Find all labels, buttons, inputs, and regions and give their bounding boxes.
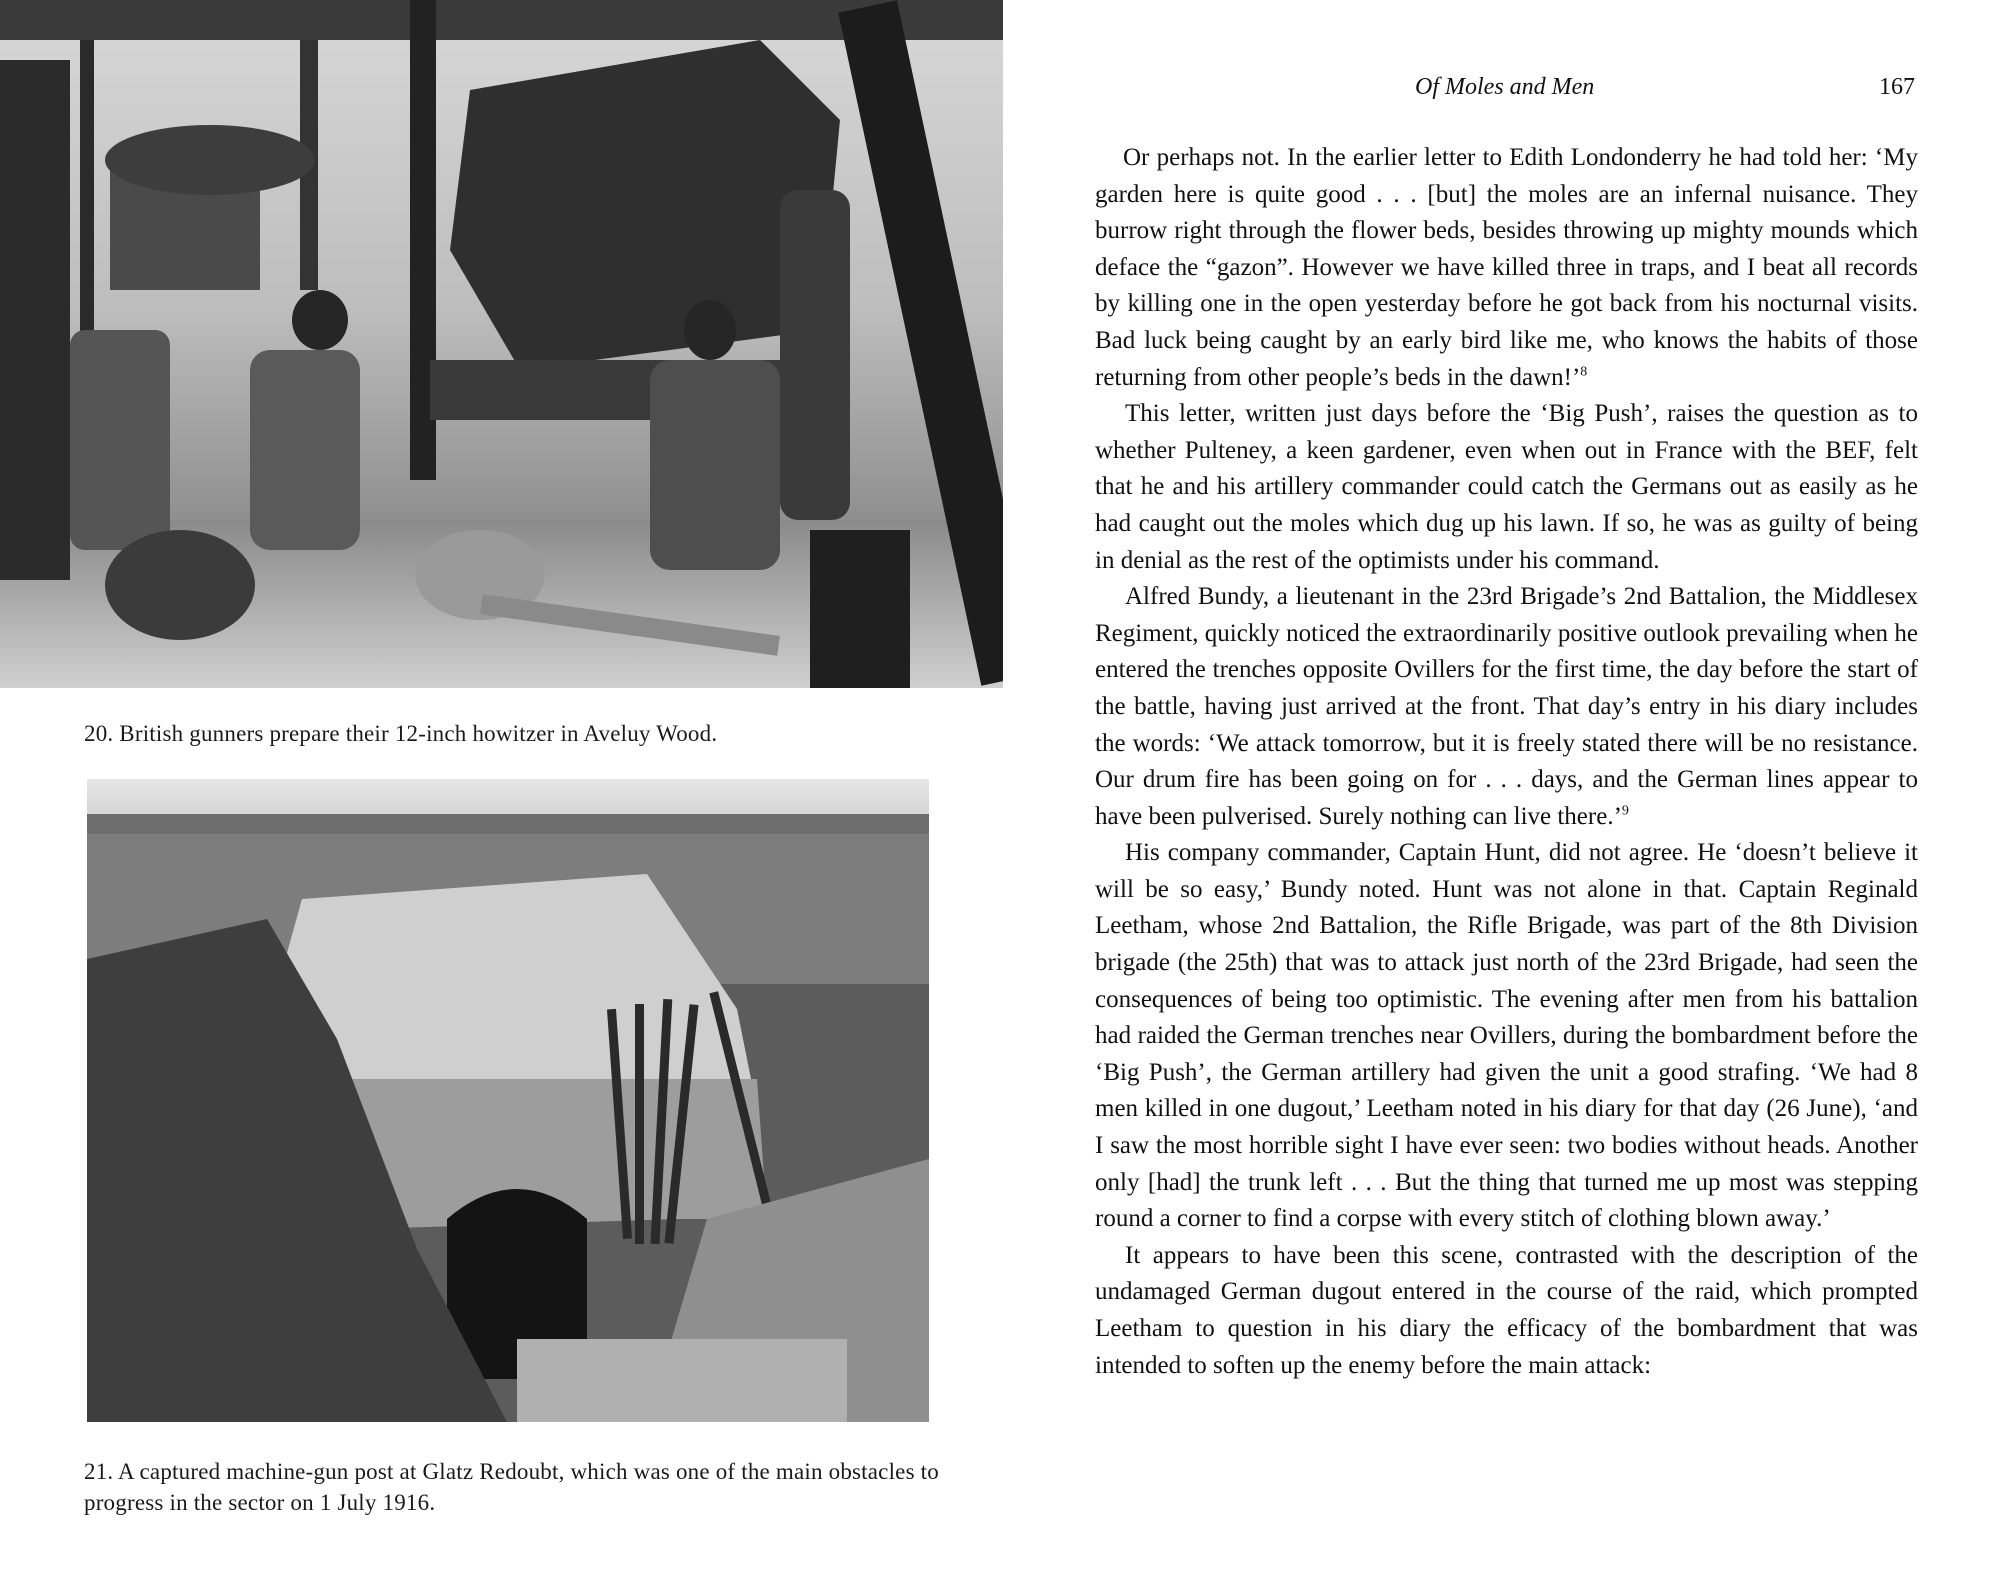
paragraph-text: This letter, written just days before the ‘Big Push’, raises the question as to whether Pulteney, a keen gardener, even when out in France with the BEF, felt that he and his artillery commander could catch the Germans out as easily as he had caught out the moles which dug up his lawn. If so, he was as guilty of being in denial as the rest of the optimists under his command. <box>1095 400 1918 574</box>
paragraph-text: Or perhaps not. In the earlier letter to Edith Londonderry he had told her: ‘My garden here is quite good . . . [but] the moles are an infernal nuisance. They burrow right through the flower beds, besides throwing up mighty mounds which deface the “gazon”. However we have killed three in traps, and I beat all records by killing one in the open yesterday before he got back from his nocturnal visits. Bad luck being caught by an early bird like me, who knows the habits of those returning from other people’s beds in the dawn!’ <box>1095 144 1918 391</box>
bunker-photo-graphic <box>87 779 929 1422</box>
paragraph <box>1095 835 1918 1238</box>
paragraph-text: His company commander, Captain Hunt, did not agree. He ‘doesn’t believe it will be so easy,’ Bundy noted. Hunt was not alone in that. Captain Reginald Leetham, whose 2nd Battalion, the Rifle Brigade, was part of the 8th Division brigade (the 25th) that was to attack just north of the 23rd Brigade, had seen the consequences of being too optimistic. The evening after men from his battalion had raided the German trenches near Ovillers, during the bombardment before the ‘Big Push’, the German artillery had given the unit a good strafing. ‘We had 8 men killed in one dugout,’ Leetham noted in his diary for that day (26 June), ‘and I saw the most horrible sight I have ever seen: two bodies without heads. Another only [had] the trunk left . . . But the thing that turned me up most was stepping round a corner to find a corpse with every stitch of clothing blown away.’ <box>1095 839 1918 1233</box>
photo-howitzer-gunners <box>0 0 1003 688</box>
footnote-marker: 9 <box>1621 803 1629 819</box>
running-title: Of Moles and Men <box>1415 74 1595 100</box>
running-head <box>1095 74 1915 108</box>
howitzer-photo-graphic <box>0 0 1003 688</box>
page-number: 167 <box>1879 74 1915 100</box>
figure-21-caption: 21. A captured machine-gun post at Glatz Redoubt, which was one of the main obstacles to progress in the sector on 1 July 1916. <box>84 1459 939 1515</box>
paragraph-text: It appears to have been this scene, contrasted with the description of the undamaged German dugout entered in the course of the raid, which prompted Leetham to question in his diary the efficacy of the bombardment that was intended to soften up the enemy before the main attack: <box>1095 1241 1918 1379</box>
paragraph <box>1095 396 1918 579</box>
paragraph-text: Alfred Bundy, a lieutenant in the 23rd Brigade’s 2nd Battalion, the Middlesex Regiment, quickly noticed the extraordinarily positive outlook prevailing when he entered the trenches opposite Ovillers for the first time, the day before the start of the battle, having just arrived at the front. That day’s entry in his diary includes the words: ‘We attack tomorrow, but it is freely stated there will be no resistance. Our drum fire has been going on for . . . days, and the German lines appear to have been pulverised. Surely nothing can live there.’ <box>1095 583 1918 830</box>
footnote-marker: 8 <box>1580 364 1588 380</box>
paragraph <box>1095 579 1918 835</box>
paragraph <box>1095 140 1918 396</box>
figure-20-caption: 20. British gunners prepare their 12-inch howitzer in Aveluy Wood. <box>84 721 718 746</box>
body-text <box>1095 140 1918 1384</box>
photo-machine-gun-post <box>87 779 929 1422</box>
paragraph <box>1095 1238 1918 1384</box>
